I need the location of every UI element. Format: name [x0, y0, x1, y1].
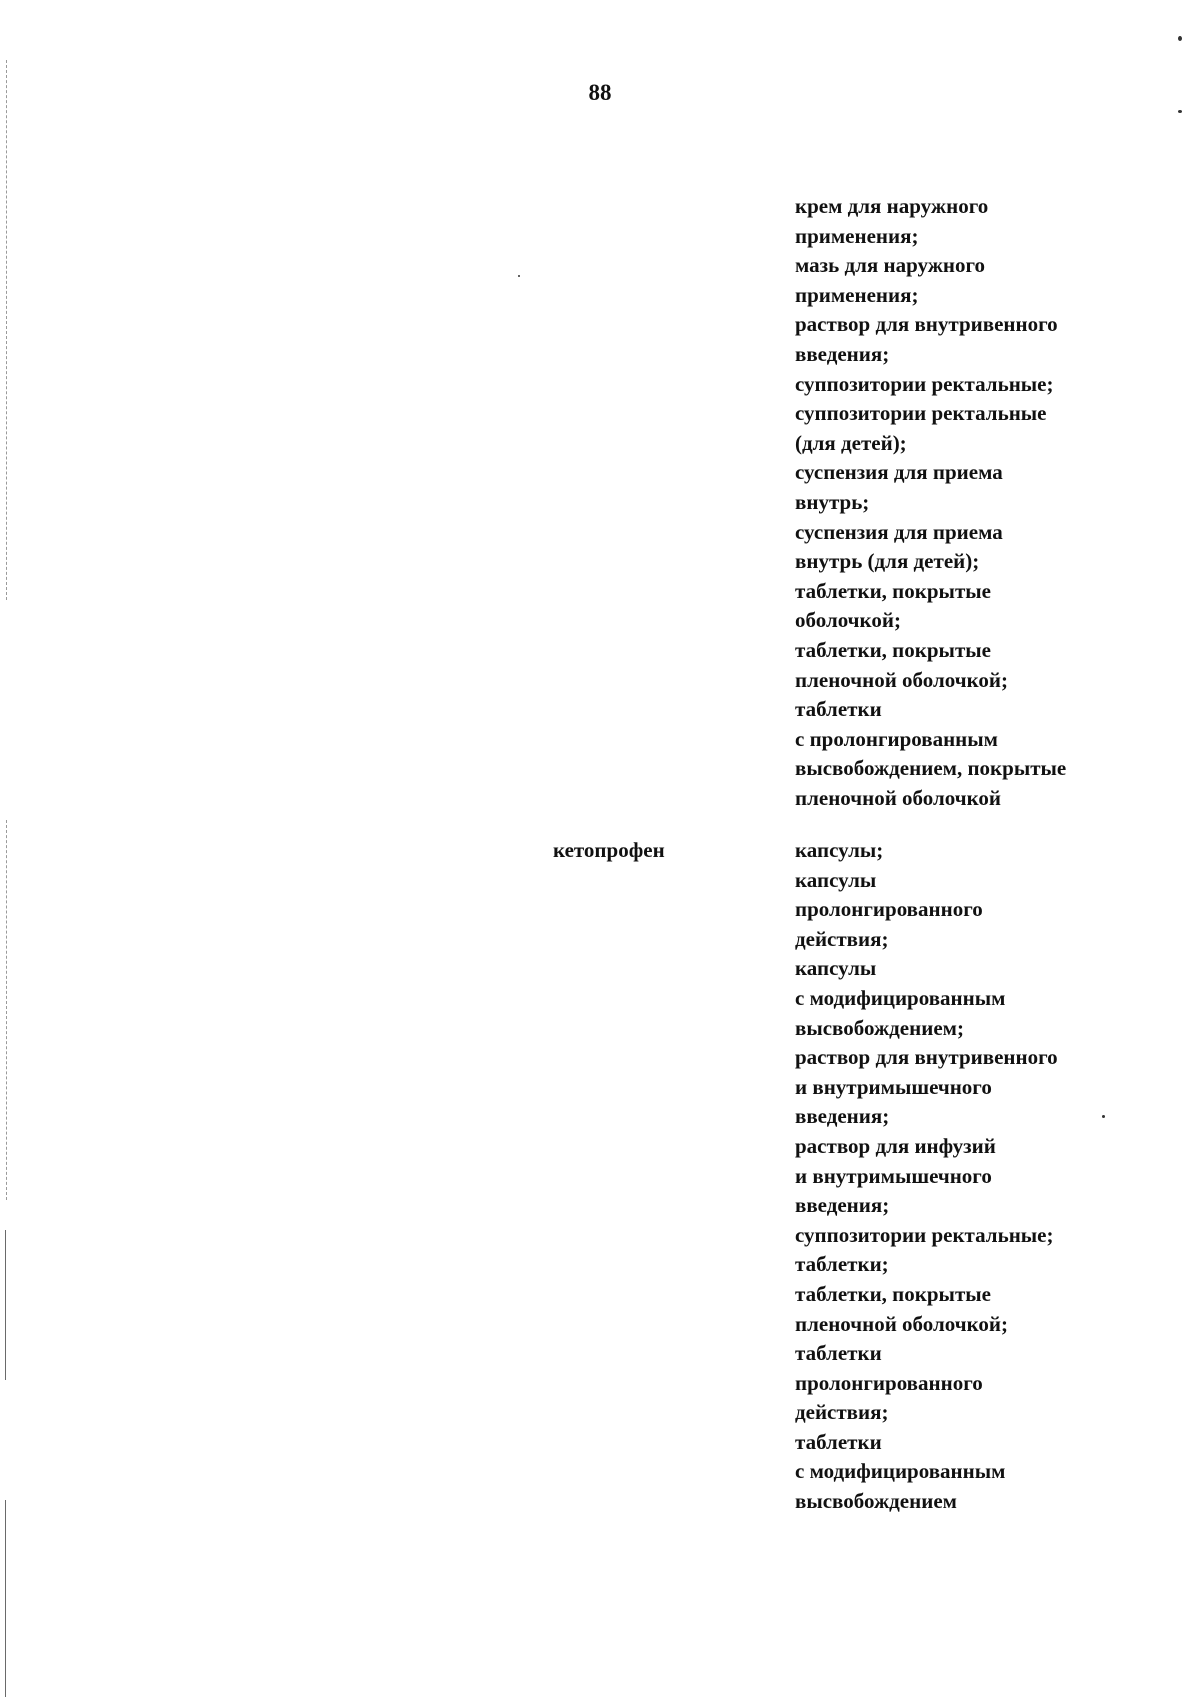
dosage-form-line: пленочной оболочкой; [795, 1311, 1008, 1336]
dosage-form-line: суспензия для приема [795, 519, 1003, 544]
scan-edge-artifact [5, 1500, 6, 1697]
dosage-form-line: суппозитории ректальные; [795, 1222, 1054, 1247]
scan-speck [1178, 36, 1182, 41]
scan-speck [1178, 110, 1182, 113]
dosage-form-line: внутрь (для детей); [795, 549, 980, 574]
dosage-form-line: суппозитории ректальные; [795, 371, 1054, 396]
dosage-form-line: и внутримышечного [795, 1163, 992, 1188]
dosage-form-line: (для детей); [795, 430, 907, 455]
dosage-form-line: введения; [795, 341, 890, 366]
dosage-form-line: высвобождением [795, 1489, 957, 1514]
page-number: 88 [588, 80, 612, 105]
scan-edge-artifact [6, 60, 8, 600]
dosage-forms-list [795, 836, 1095, 1517]
dosage-form-line: введения; [795, 1104, 890, 1129]
dosage-form-line: таблетки; [795, 1252, 889, 1277]
dosage-form-line: суппозитории ректальные [795, 401, 1047, 426]
dosage-form-line: внутрь; [795, 489, 870, 514]
dosage-form-line: пролонгированного [795, 1370, 983, 1395]
dosage-form-line: применения; [795, 282, 919, 307]
dosage-form-line: действия; [795, 926, 889, 951]
scan-speck [1102, 1115, 1105, 1118]
dosage-form-line: высвобождением; [795, 1015, 964, 1040]
dosage-form-line: действия; [795, 1400, 889, 1425]
dosage-form-line: мазь для наружного [795, 253, 986, 278]
dosage-form-line: таблетки [795, 697, 882, 722]
dosage-form-line: и внутримышечного [795, 1074, 992, 1099]
dosage-form-line: капсулы; [795, 838, 884, 862]
dosage-form-line: раствор для внутривенного [795, 1045, 1058, 1070]
dosage-form-line: раствор для внутривенного [795, 312, 1058, 337]
dosage-form-line: с модифицированным [795, 1459, 1006, 1484]
dosage-form-line: таблетки [795, 1341, 882, 1366]
dosage-forms-list [795, 192, 1095, 813]
scan-speck [518, 275, 520, 277]
dosage-form-line: пленочной оболочкой [795, 785, 1002, 810]
dosage-form-line: раствор для инфузий [795, 1133, 996, 1158]
scan-edge-artifact [5, 1230, 6, 1380]
dosage-form-line: оболочкой; [795, 608, 901, 633]
scan-edge-artifact [6, 820, 8, 1200]
dosage-form-line: крем для наружного [795, 194, 989, 218]
dosage-form-line: суспензия для приема [795, 460, 1003, 485]
dosage-form-line: с пролонгированным [795, 726, 998, 751]
dosage-form-line: высвобождением, покрытые [795, 756, 1067, 781]
dosage-form-line: таблетки [795, 1429, 882, 1454]
dosage-form-line: пленочной оболочкой; [795, 667, 1008, 692]
dosage-form-line: капсулы [795, 867, 877, 892]
dosage-form-line: введения; [795, 1193, 890, 1218]
dosage-form-line: капсулы [795, 956, 877, 981]
drug-name: кетопрофен [553, 838, 665, 862]
dosage-form-line: таблетки, покрытые [795, 1281, 991, 1306]
dosage-form-line: пролонгированного [795, 897, 983, 922]
dosage-form-line: таблетки, покрытые [795, 637, 991, 662]
dosage-form-line: применения; [795, 223, 919, 248]
dosage-form-line: таблетки, покрытые [795, 578, 991, 603]
dosage-form-line: с модифицированным [795, 985, 1006, 1010]
